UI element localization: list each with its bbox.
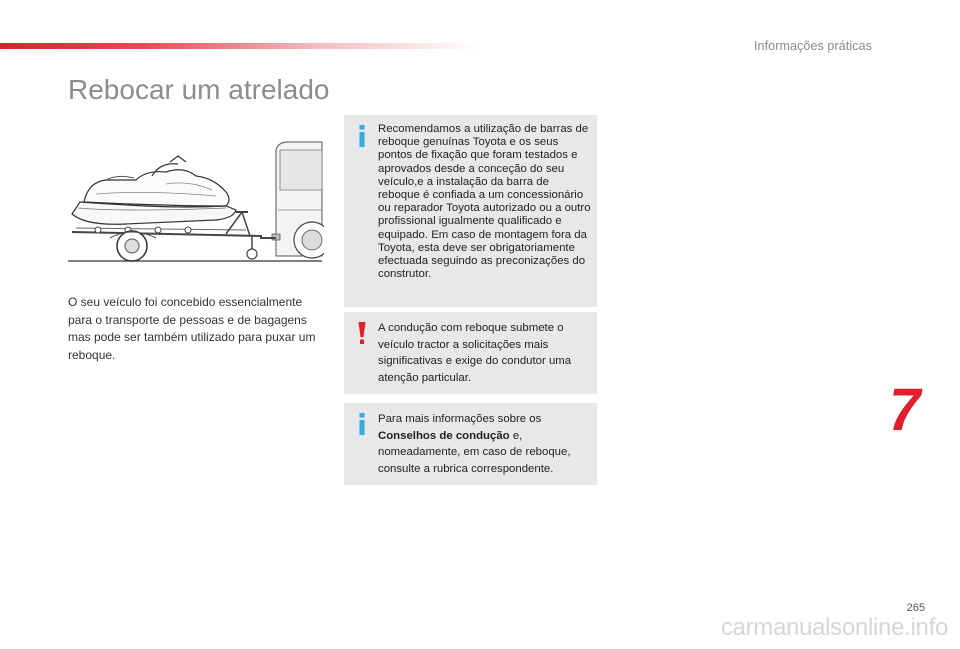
info-icon <box>357 125 367 147</box>
intro-paragraph: O seu veículo foi concebido essencialmente para o transporte de pessoas e de bagagens mas pode ser também utilizado para puxar um reboque. <box>68 295 316 362</box>
section-header: Informações práticas <box>753 39 872 53</box>
info-icon <box>357 413 367 435</box>
page-number: 265 <box>906 602 925 614</box>
info-box-toyota-towbar <box>344 115 597 307</box>
warning-box-text: A condução com reboque submete o veículo tractor a solicitações mais significativas e exige do condutor uma atenção particular. <box>378 322 572 384</box>
watermark: carmanualsonline.info <box>720 614 948 641</box>
driving-advice-reference: Conselhos de condução <box>378 429 510 442</box>
warning-box-towing <box>344 312 597 394</box>
info-box-driving-advice <box>344 403 597 485</box>
chapter-number: 7 <box>882 376 928 443</box>
info-box-text: Para mais informações sobre os Conselhos de condução e, nomeadamente, em caso de reboque, consulte a rubrica correspondente. <box>378 413 571 475</box>
header-accent-bar <box>0 43 480 49</box>
trailer-jetski-illustration <box>66 140 324 264</box>
warning-icon <box>357 322 367 344</box>
page-title: Rebocar um atrelado <box>68 74 330 105</box>
info-box-text: Recomendamos a utilização de barras de reboque genuínas Toyota e os seus pontos de fixação que foram testados e aprovados desde a conceção do seu veículo,e a instalação da barra de reboque é confiada a um concessionário ou reparador Toyota autorizado ou a outro profissional igualmente qualificado e equipado. Em caso de montagem fora da Toyota, esta deve ser obrigatoriamente efectuada seguindo as preconizações do construtor. <box>378 123 591 281</box>
